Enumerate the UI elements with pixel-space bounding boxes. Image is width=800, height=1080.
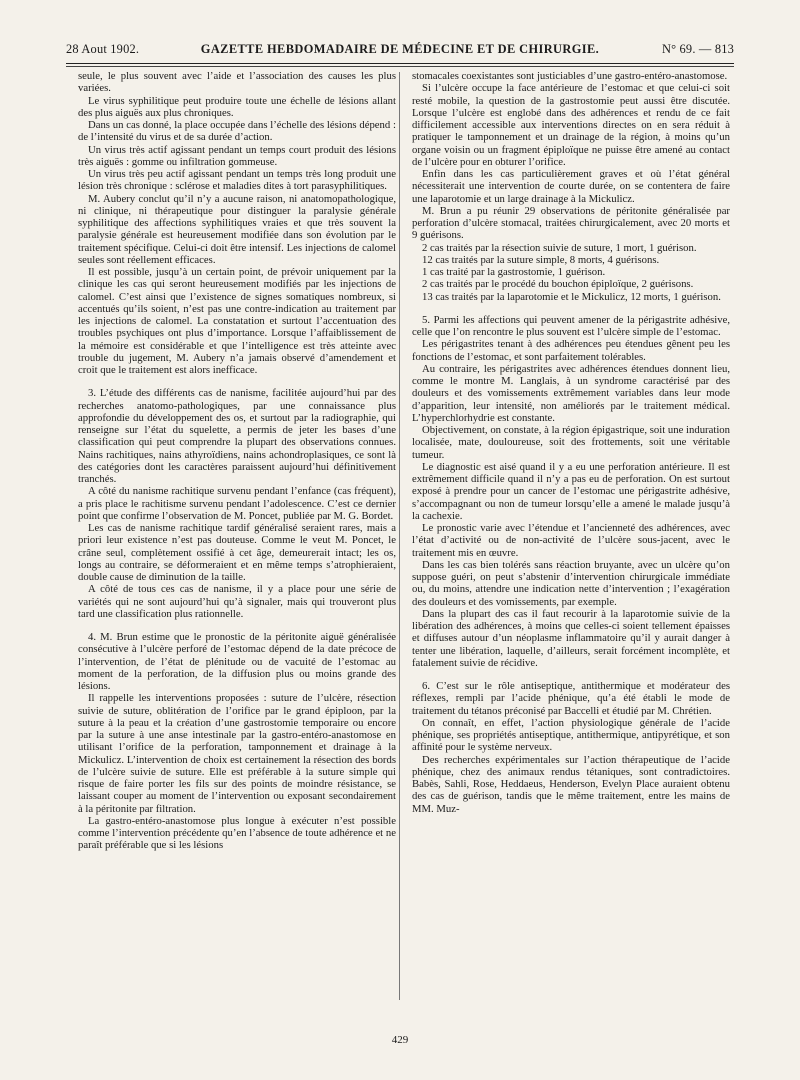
paragraph: Dans la plupart des cas il faut recourir à la laparotomie suivie de la libération des adhérences, à moins que celles-ci soient tellement épaisses et diffuses autour d’un néoplasme inflammatoire qu’il y aurait danger à tenter une libération, laquelle, d’ailleurs, serait forcément incomplète, et fatalement suivie de récidive.	[412, 607, 730, 669]
right-column	[412, 70, 730, 815]
statistic-line: 1 cas traité par la gastrostomie, 1 guérison.	[422, 266, 606, 278]
paragraph: seule, le plus souvent avec l’aide et l’association des causes les plus variées.	[78, 70, 396, 95]
statistic-line: 2 cas traités par le procédé du bouchon épiploïque, 2 guérisons.	[422, 278, 694, 291]
section-paragraph: 6. C’est sur le rôle antiseptique, antithermique et modérateur des réflexes, rempli par l’acide phénique, qu’a été établi le mode de traitement du tétanos préconisé par Baccelli et étudié par M. Chrétien.	[412, 680, 730, 717]
page-number: 429	[391, 1034, 409, 1046]
paragraph: Dans un cas donné, la place occupée dans l’échelle des lésions dépend : de l’intensité du virus et de sa durée d’action.	[78, 119, 396, 144]
paragraph: Il est possible, jusqu’à un certain point, de prévoir uniquement par la clinique les cas qui seront heureusement modifiés par les injections de calomel. C’est ainsi que l’existence de signes somatiques nombreux, si accentués qu’ils soient, n’est pas une contre-indication au traitement par les injections de calomel. La constatation et surtout l’accentuation des troubles psychiques ont plus d’importance. Lorsque l’affaiblissement de la mémoire est considérable et que l’intelligence est très atteinte avec trouble du jugement, M. Aubery n’a jamais observé d’amendement et croit que le traitement est alors inefficace.	[78, 266, 396, 376]
paragraph: Si l’ulcère occupe la face antérieure de l’estomac et que celui-ci soit resté mobile, la question de la gastrostomie peut aussi être discutée. Lorsque l’ulcère est englobé dans des adhérences et rendu de ce fait difficilement accessible aux interventions directes on en sera réduit à pratiquer le tamponnement et un drainage de la région, à moins qu’un organe voisin ou un fragment épiploïque ne puisse être amené au contact de l’ulcère pour en obturer l’orifice.	[412, 82, 730, 168]
paragraph: On connaît, en effet, l’action physiologique générale de l’acide phénique, ses propriétés antiseptique, antithermique, antipyrétique, et son affinité pour le système nerveux.	[412, 716, 730, 754]
left-column	[78, 70, 396, 852]
paragraph: Les cas de nanisme rachitique tardif généralisé seraient rares, mais a priori leur existence n’est pas douteuse. Comme le veut M. Poncet, le crâne seul, complètement ossifié à cet âge, demeurerait intact; les os, longs au contraire, se déformeraient et en même temps s’atrophieraient, double cause de diminution de la taille.	[78, 522, 396, 583]
section-paragraph: 5. Parmi les affections qui peuvent amener de la périgastrite adhésive, celle que l’on rencontre le plus souvent est l’ulcère simple de l’estomac.	[412, 313, 730, 338]
paragraph: stomacales coexistantes sont justiciables d’une gastro-entéro-anastomose.	[412, 70, 728, 82]
journal-title: GAZETTE HEBDOMADAIRE DE MÉDECINE ET DE CHIRURGIE.	[200, 42, 600, 56]
section-paragraph: 4. M. Brun estime que le pronostic de la péritonite aiguë généralisée consécutive à l’ulcère perforé de l’estomac dépend de la date précoce de l’intervention, de l’état de plénitude ou de vacuité de l’estomac au moment de la perforation, de la diffusion plus ou moins grande des lésions.	[78, 631, 396, 692]
paragraph: Les périgastrites tenant à des adhérences peu étendues gênent peu les fonctions de l’estomac, et sont parfaitement tolérables.	[412, 338, 730, 363]
column-divider	[399, 72, 400, 1000]
statistic-line: 2 cas traités par la résection suivie de suture, 1 mort, 1 guérison.	[422, 241, 697, 254]
paragraph: Objectivement, on constate, à la région épigastrique, soit une induration localisée, mate, douloureuse, soit des frottements, soit une véritable tumeur.	[412, 424, 730, 461]
paragraph: Le virus syphilitique peut produire toute une échelle de lésions allant des plus aiguës aux plus chroniques.	[78, 94, 396, 119]
section-paragraph: 3. L’étude des différents cas de nanisme, facilitée aujourd’hui par des recherches anatomo-pathologiques, par une connaissance plus approfondie du développement des os, et surtout par la radiographie, qui renseigne sur l’état du squelette, a permis de jeter les bases d’une classification qui peut comprendre la plupart des observations connues. Nains rachitiques, nains athyroïdiens, nains achondroplasiques, ce sont là des catégories dont les caractères paraissent aujourd’hui définitivement tranchés.	[78, 387, 396, 485]
paragraph: M. Aubery conclut qu’il n’y a aucune raison, ni anatomopathologique, ni clinique, ni thérapeutique pour distinguer la paralysie générale syphilitique des affections syphilitiques vraies et que très souvent la paralysie générale est heureusement modifiée dans son évolution par le traitement spécifique. Celui-ci doit être intensif. Les injections de calomel seules sont réellement efficaces.	[78, 192, 396, 266]
paragraph: Des recherches expérimentales sur l’action thérapeutique de l’acide phénique, chez des animaux rendus tétaniques, sont contradictoires. Babès, Sahli, Rose, Heddaeus, Henderson, Evelyn Place auraient obtenu des cas de guérison, tandis que le même traitement, entre les mains de MM. Muz-	[412, 753, 730, 815]
running-header	[66, 42, 734, 60]
paragraph: Enfin dans les cas particulièrement graves et où l’état général nécessiterait une intervention de courte durée, on se contentera de faire une laparotomie et un large drainage à la Mickulicz.	[412, 168, 730, 205]
paragraph: Il rappelle les interventions proposées : suture de l’ulcère, résection suivie de suture, oblitération de l’orifice par le grand épiploon, par la suture à la peau et la création d’une gastrostomie temporaire ou encore par la suture à une anse intestinale par la gastro-entéro-anastomose en utilisant l’orifice de la perforation, tamponnement et drainage à la Mickulicz. L’intervention de choix est certainement la résection des bords de l’ulcère suivie de suture. Elle est préférable à la suture simple qui risque de faire porter les fils sur des points de moindre résistance, se laissant couper au moment de l’intervention ou exposant secondairement à la péritonite par filtration.	[78, 692, 396, 815]
paragraph: Un virus très peu actif agissant pendant un temps très long produit une lésion très chronique : sclérose et maladies dites à tort parasyphilitiques.	[78, 168, 396, 193]
paragraph: La gastro-entéro-anastomose plus longue à exécuter n’est possible comme l’intervention précédente qu’en l’absence de toute adhérence et ne paraît préférable que si les lésions	[78, 814, 396, 852]
paragraph: Le diagnostic est aisé quand il y a eu une perforation antérieure. Il est extrêmement difficile quand il n’y a pas eu de perforation. On est surtout exposé à prendre pour un cancer de l’estomac une périgastrite adhésive, s’accompagnant ou non de tumeur lorsqu’elle a amené le malade jusqu’à la cachexie.	[412, 460, 730, 522]
issue-date: 28 Aout 1902.	[66, 42, 140, 56]
paragraph: Le pronostic varie avec l’étendue et l’ancienneté des adhérences, avec l’état d’activité ou de non-activité de l’ulcère sous-jacent, avec le traitement mis en œuvre.	[412, 522, 730, 559]
issue-number: N° 69. — 813	[661, 42, 734, 56]
header-rule-thin	[66, 66, 734, 67]
paragraph: Au contraire, les périgastrites avec adhérences étendues donnent lieu, comme le montre M. Langlais, à un syndrome caractérisé par des douleurs et des vomissements extrêmement variables dans leur mode d’apparition, leur intensité, non améliorés par le traitement médical. L’hyperchlorhydrie est constante.	[412, 362, 730, 424]
paragraph: Dans les cas bien tolérés sans réaction bruyante, avec un ulcère qu’on suppose guéri, on peut s’abstenir d’intervention chirurgicale immédiate ou, du moins, attendre une indication nette d’intervention ; l’exagération des douleurs et des vomissements, par exemple.	[412, 558, 730, 608]
statistic-line: 13 cas traités par la laparotomie et le Mickulicz, 12 morts, 1 guérison.	[422, 290, 721, 303]
header-rule	[66, 63, 734, 64]
statistic-line: 12 cas traités par la suture simple, 8 morts, 4 guérisons.	[422, 253, 660, 266]
paragraph: A côté de tous ces cas de nanisme, il y a place pour une série de variétés qui ne sont aujourd’hui qu’à signaler, mais qui trouveront plus tard une classification plus rationnelle.	[78, 583, 396, 620]
paragraph: Un virus très actif agissant pendant un temps court produit des lésions très aiguës : gomme ou infiltration gommeuse.	[78, 143, 396, 168]
paragraph: M. Brun a pu réunir 29 observations de péritonite généralisée par perforation d’ulcère stomacal, traitées chirurgicalement, avec 20 morts et 9 guérisons.	[412, 204, 730, 242]
paragraph: A côté du nanisme rachitique survenu pendant l’enfance (cas fréquent), a pris place le rachitisme survenu pendant l’adolescence. C’est ce dernier point que confirme l’observation de M. Poncet, publiée par M. G. Bordet.	[78, 485, 396, 522]
